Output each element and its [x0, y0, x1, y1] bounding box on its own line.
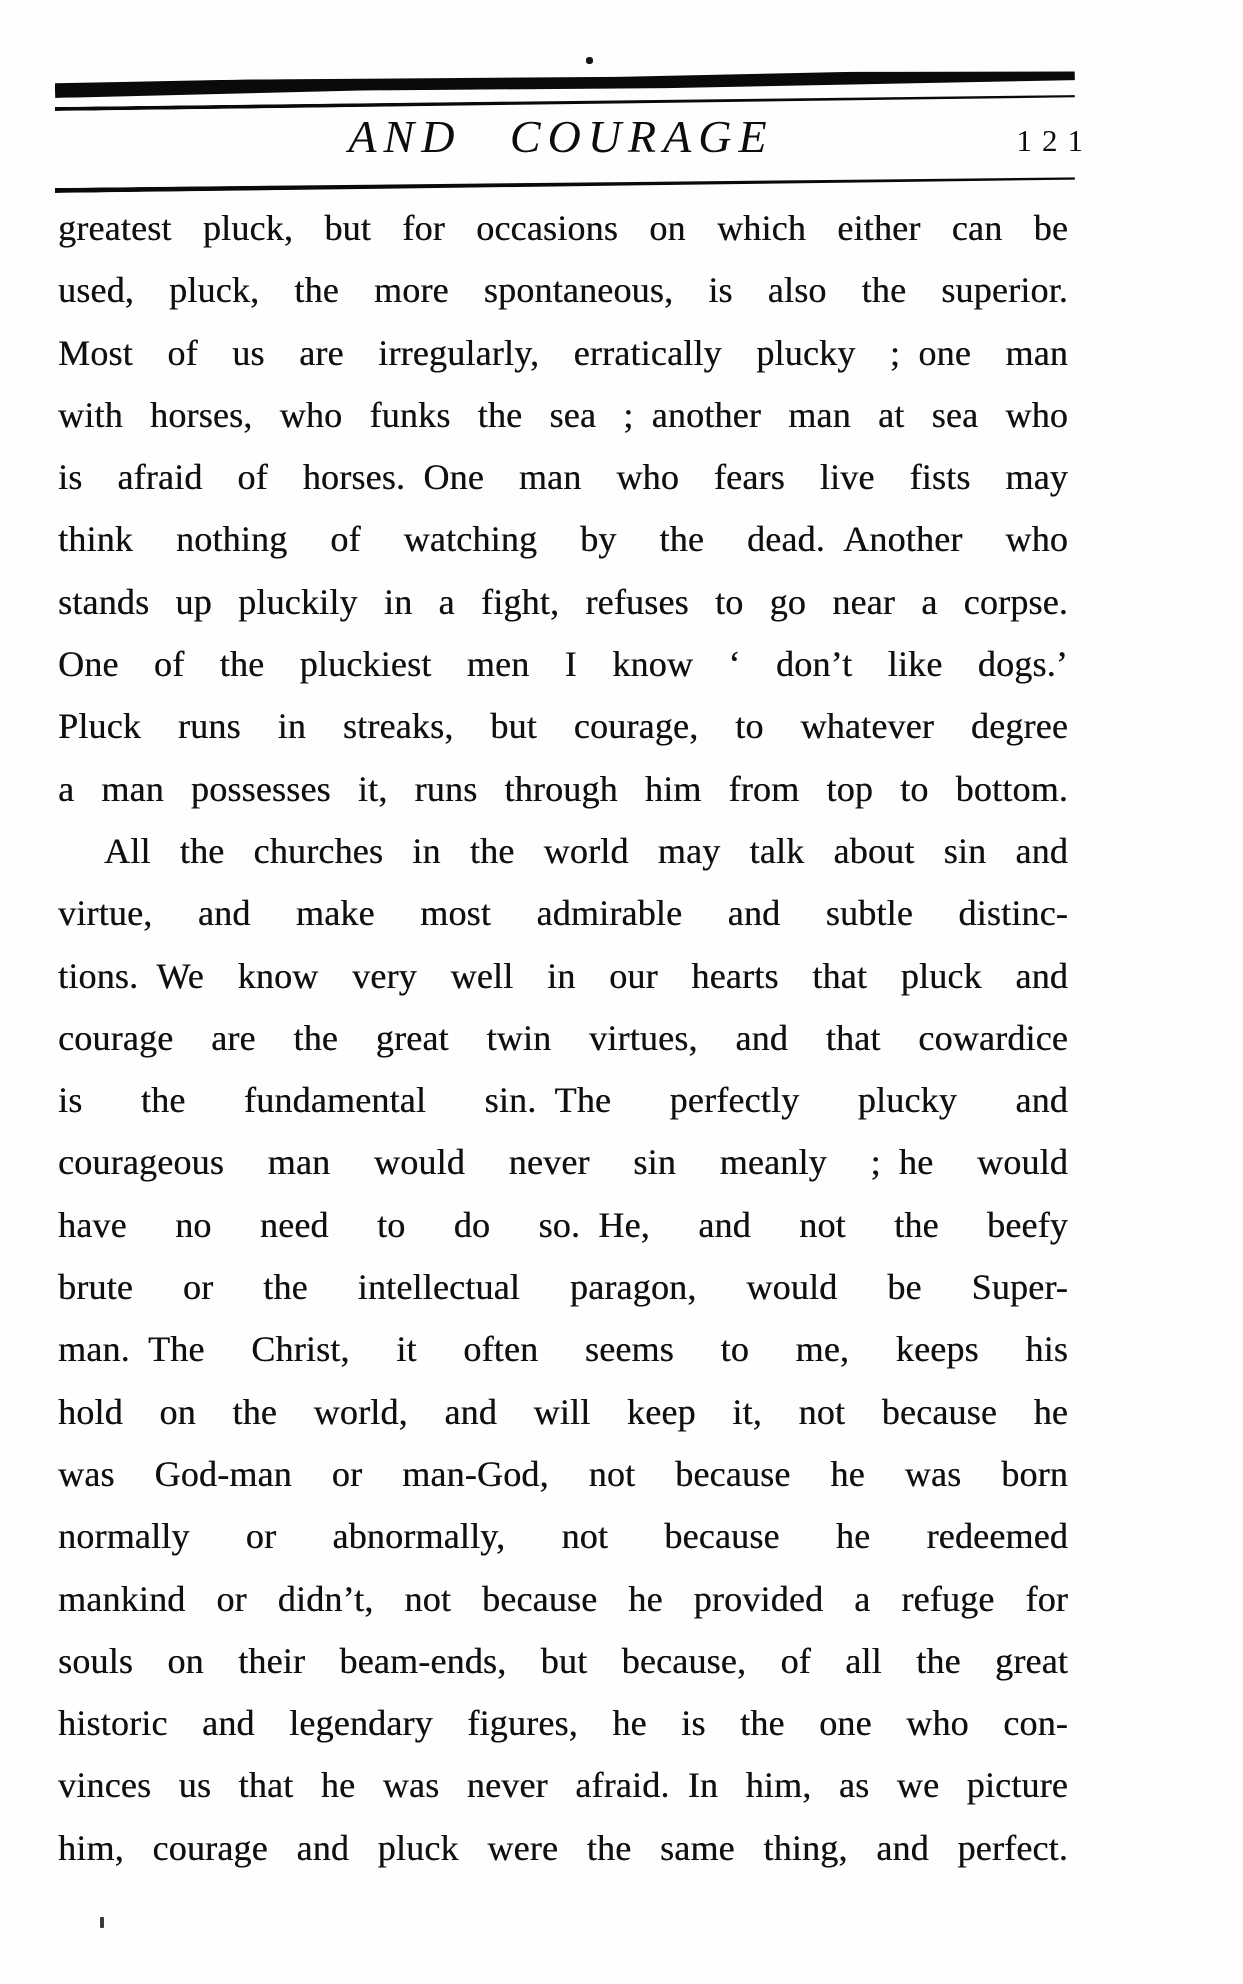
- text-line: normally or abnormally, not because he redeemed: [58, 1516, 1068, 1557]
- text-line: historic and legendary figures, he is the one who con-: [58, 1703, 1068, 1744]
- ink-speck: [586, 57, 593, 64]
- text-line: souls on their beam-ends, but because, of all the great: [58, 1640, 1068, 1681]
- text-line: brute or the intellectual paragon, would be Super-: [58, 1267, 1068, 1308]
- text-line: virtue, and make most admirable and subtle distinc-: [58, 893, 1068, 934]
- scan-artifact-bar: [55, 69, 1075, 98]
- text-line: hold on the world, and will keep it, not because he: [58, 1391, 1068, 1432]
- text-line: courage are the great twin virtues, and that cowardice: [58, 1017, 1068, 1058]
- text-line: vinces us that he was never afraid. In him, as we picture: [58, 1765, 1068, 1806]
- text-line: tions. We know very well in our hearts that pluck and: [58, 955, 1068, 996]
- text-line: courageous man would never sin meanly ; he would: [58, 1142, 1068, 1183]
- text-line: man. The Christ, it often seems to me, keeps his: [58, 1329, 1068, 1370]
- text-line: Pluck runs in streaks, but courage, to whatever degree: [58, 706, 1068, 747]
- page-body: [58, 197, 1068, 1879]
- text-line: have no need to do so. He, and not the beefy: [58, 1204, 1068, 1245]
- text-line: think nothing of watching by the dead. Another who: [58, 519, 1068, 560]
- text-line: used, pluck, the more spontaneous, is also the superior.: [58, 270, 1068, 311]
- text-line-paragraph-start: All the churches in the world may talk about sin and: [104, 830, 1068, 871]
- text-line: mankind or didn’t, not because he provided a refuge for: [58, 1578, 1068, 1619]
- header-bottom-rule: [55, 176, 1075, 193]
- text-line: is the fundamental sin. The perfectly plucky and: [58, 1080, 1068, 1121]
- text-line: One of the pluckiest men I know ‘ don’t like dogs.’: [58, 644, 1068, 685]
- ink-speck: [100, 1917, 104, 1928]
- page-number: 121: [1016, 123, 1093, 158]
- text-line: him, courage and pluck were the same thing, and perfect.: [58, 1827, 1068, 1868]
- text-line: Most of us are irregularly, erratically plucky ; one man: [58, 332, 1068, 373]
- text-line: is afraid of horses. One man who fears live fists may: [58, 457, 1068, 498]
- text-line: was God-man or man-God, not because he was born: [58, 1453, 1068, 1494]
- text-line: greatest pluck, but for occasions on which either can be: [58, 208, 1068, 248]
- running-head-title: AND COURAGE: [348, 111, 774, 162]
- text-line: with horses, who funks the sea ; another man at sea who: [58, 394, 1068, 435]
- text-line: stands up pluckily in a fight, refuses to go near a corpse.: [58, 581, 1068, 622]
- text-line: a man possesses it, runs through him from top to bottom.: [58, 768, 1068, 809]
